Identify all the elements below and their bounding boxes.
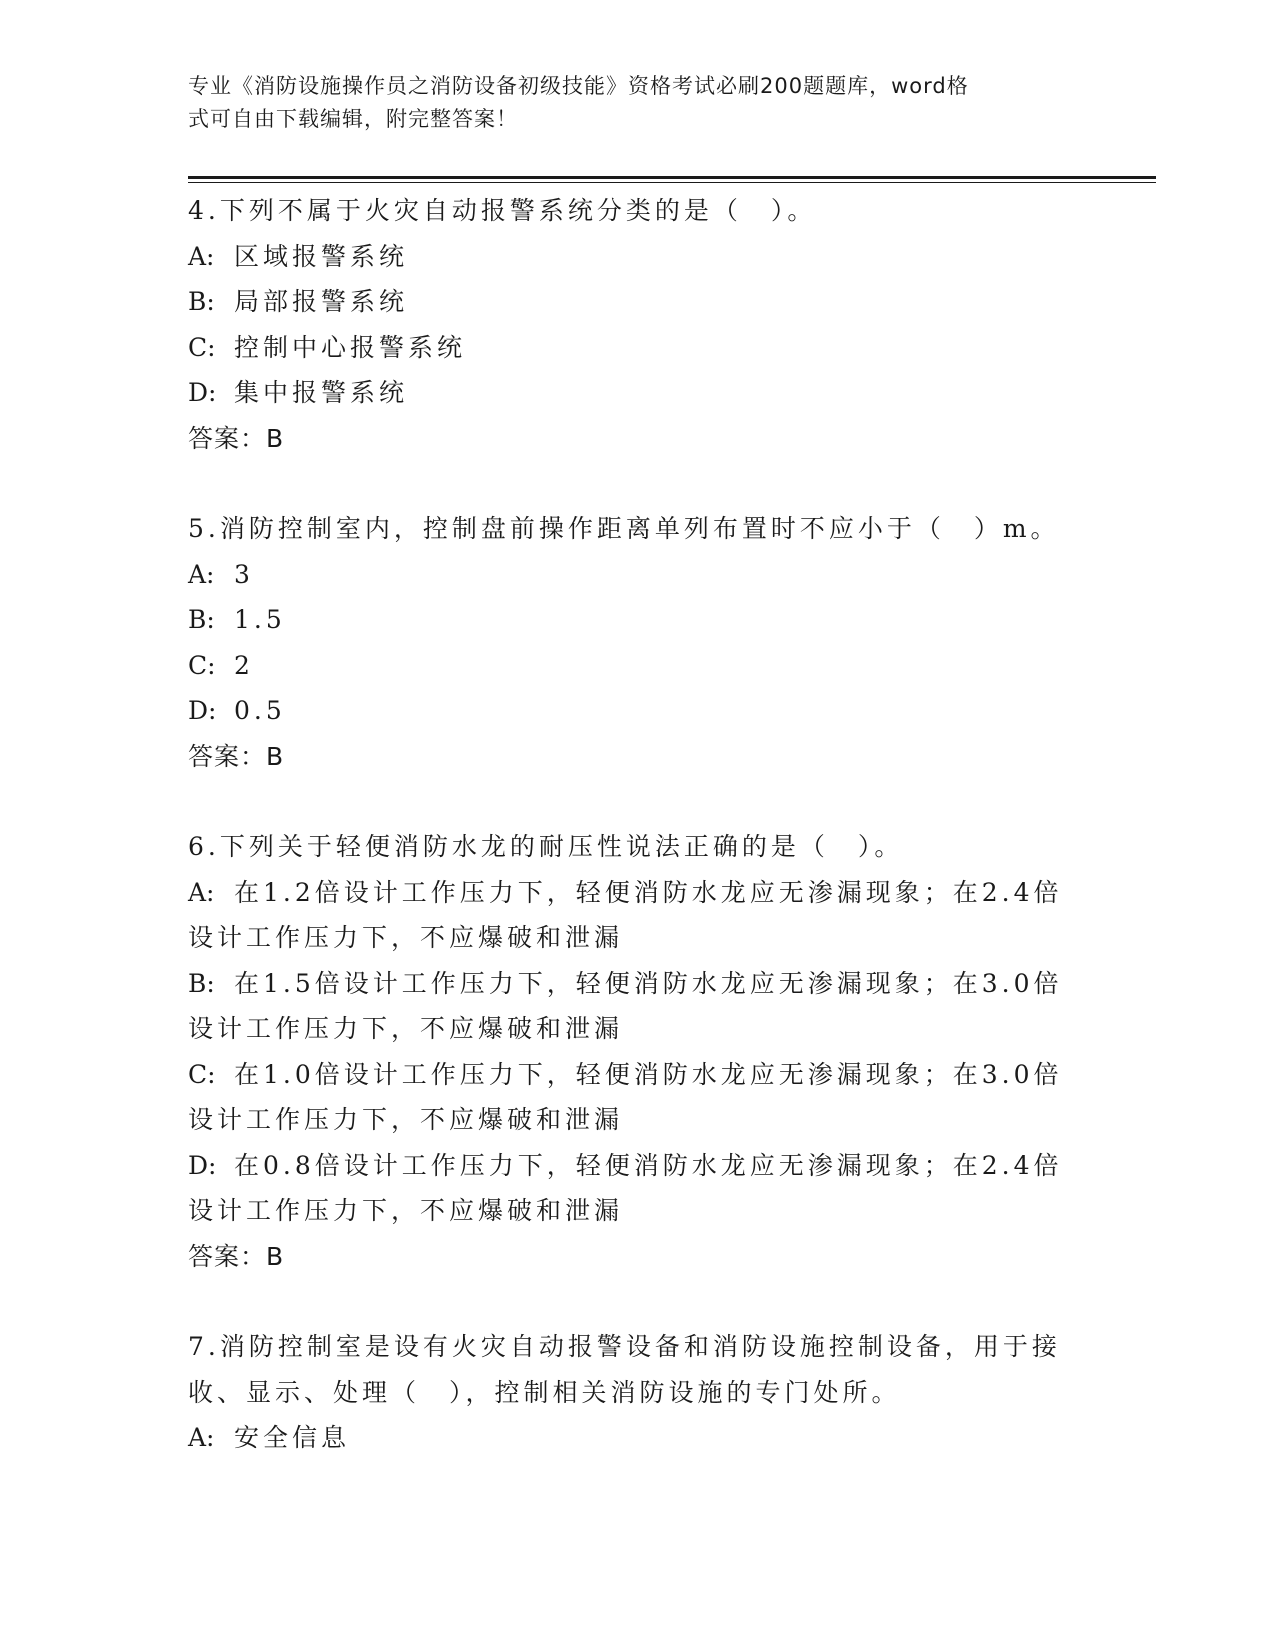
option-text: 区域报警系统: [234, 241, 409, 271]
option-key: C:: [188, 332, 216, 362]
header-divider-thick: [188, 176, 1156, 179]
document-header: [188, 70, 1068, 136]
option-a: [188, 234, 1088, 280]
option-text: 2: [234, 650, 254, 680]
option-a: [188, 552, 1088, 598]
option-key: D:: [188, 696, 217, 725]
option-b: [188, 961, 1088, 1052]
option-text: 0.5: [234, 696, 286, 725]
option-text: 在1.2倍设计工作压力下，轻便消防水龙应无渗漏现象；在2.4倍设计工作压力下，不应爆破和泄漏: [188, 877, 1063, 952]
option-key: A:: [188, 241, 215, 271]
question-item: [188, 824, 1088, 1279]
option-key: B:: [188, 287, 215, 316]
option-text: 在0.8倍设计工作压力下，轻便消防水龙应无渗漏现象；在2.4倍设计工作压力下，不应爆破和泄漏: [188, 1150, 1063, 1225]
option-key: D:: [188, 1150, 217, 1180]
option-text: 集中报警系统: [234, 378, 409, 407]
header-title-line-2: 式可自由下载编辑，附完整答案！: [188, 107, 518, 131]
option-text: 局部报警系统: [234, 287, 409, 316]
question-item: [188, 506, 1088, 779]
question-stem: 7.消防控制室是设有火灾自动报警设备和消防设施控制设备，用于接收、显示、处理（ ），控制相关消防设施的专门处所。: [188, 1332, 1061, 1407]
answer-line: 答案：B: [188, 423, 285, 453]
question-stem: 6.下列关于轻便消防水龙的耐压性说法正确的是（ ）。: [188, 832, 904, 861]
question-stem: 5.消防控制室内，控制盘前操作距离单列布置时不应小于（ ）m。: [188, 514, 1060, 543]
option-b: [188, 597, 1088, 643]
option-d: [188, 370, 1088, 416]
option-d: [188, 1143, 1088, 1234]
option-c: [188, 1052, 1088, 1143]
option-key: C:: [188, 650, 216, 680]
option-key: A:: [188, 1423, 215, 1452]
option-c: [188, 643, 1088, 689]
answer-line: 答案：B: [188, 741, 285, 771]
option-d: [188, 688, 1088, 734]
option-c: [188, 325, 1088, 371]
option-key: D:: [188, 378, 217, 407]
option-text: 在1.5倍设计工作压力下，轻便消防水龙应无渗漏现象；在3.0倍设计工作压力下，不应爆破和泄漏: [188, 968, 1063, 1043]
option-key: A:: [188, 877, 215, 907]
option-text: 安全信息: [234, 1423, 351, 1452]
option-a: [188, 1415, 1088, 1461]
option-key: B:: [188, 968, 215, 998]
option-text: 在1.0倍设计工作压力下，轻便消防水龙应无渗漏现象；在3.0倍设计工作压力下，不应爆破和泄漏: [188, 1059, 1063, 1134]
header-divider-thin: [188, 182, 1156, 183]
option-key: B:: [188, 605, 215, 634]
question-list: [188, 188, 1088, 1461]
option-key: C:: [188, 1059, 216, 1089]
option-text: 控制中心报警系统: [234, 332, 467, 362]
option-text: 3: [234, 559, 254, 589]
question-stem: 4.下列不属于火灾自动报警系统分类的是（ ）。: [188, 196, 817, 225]
question-item: [188, 188, 1088, 461]
option-key: A:: [188, 559, 215, 589]
question-item: [188, 1324, 1088, 1461]
option-a: [188, 870, 1088, 961]
option-text: 1.5: [234, 605, 286, 634]
answer-line: 答案：B: [188, 1241, 285, 1271]
option-b: [188, 279, 1088, 325]
header-title-line-1: 专业《消防设施操作员之消防设备初级技能》资格考试必刷200题题库，word格: [188, 74, 969, 98]
